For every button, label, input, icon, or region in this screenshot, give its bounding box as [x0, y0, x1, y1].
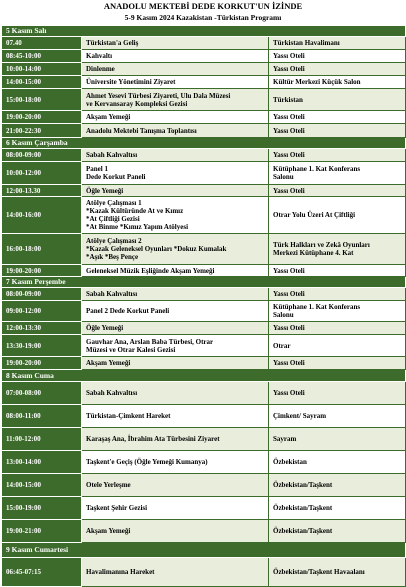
location-cell	[269, 50, 406, 63]
time-cell-text: 08:00-09:00	[6, 290, 41, 298]
day-header	[2, 370, 406, 382]
activity-cell	[82, 89, 269, 111]
location-cell-text: Sayram	[273, 435, 297, 443]
activity-cell-text: Taşkent'e Geçiş (Öğle Yemeği Kumanya)	[86, 458, 208, 466]
time-cell	[2, 335, 82, 357]
time-cell-text: 14:00-16:00	[6, 211, 41, 219]
location-cell-text: Özbekistan/Taşkent	[273, 527, 333, 535]
time-cell-text: 15:00-19:00	[6, 504, 41, 512]
activity-cell-text: Öğle Yemeği	[86, 186, 124, 195]
time-cell-text: 12:00-13:30	[6, 324, 41, 332]
activity-cell	[82, 50, 269, 63]
schedule-row	[2, 520, 406, 543]
activity-cell	[82, 124, 269, 138]
location-cell-text: Özbekistan/Taşkent Havaalanı	[273, 568, 365, 576]
time-cell-text: 10:00-12:00	[6, 169, 41, 177]
schedule-row	[2, 335, 406, 357]
location-cell	[269, 474, 406, 497]
schedule-row	[2, 89, 406, 111]
location-cell	[269, 265, 406, 277]
time-cell-text: 13:00-14:00	[6, 458, 41, 466]
day-header	[2, 138, 406, 149]
activity-cell-text: Türkistan'a Geliş	[86, 39, 139, 47]
time-cell-text: 14:00-15:00	[6, 78, 41, 86]
location-cell-text: Türk Halkları ve Zekâ Oyunları Merkezi Kütüphane 4. Kat	[273, 241, 370, 257]
schedule-row	[2, 162, 406, 185]
schedule-row	[2, 234, 406, 265]
location-cell-text: Yassı Oteli	[273, 113, 305, 121]
activity-cell-text: Taşkent Şehir Gezisi	[86, 504, 148, 512]
location-cell	[269, 197, 406, 234]
location-cell	[269, 497, 406, 520]
location-cell	[269, 89, 406, 111]
time-cell	[2, 234, 82, 265]
activity-cell-text: Panel 1 Dede Korkut Paneli	[86, 165, 146, 181]
location-cell-text: Yassı Oteli	[273, 324, 305, 332]
location-cell-text: Özbekistan/Taşkent	[273, 481, 333, 489]
location-cell	[269, 405, 406, 428]
location-cell	[269, 162, 406, 185]
activity-cell	[82, 405, 269, 428]
schedule-row	[2, 111, 406, 124]
time-cell	[2, 497, 82, 520]
time-cell	[2, 288, 82, 301]
schedule-row	[2, 322, 406, 335]
time-cell	[2, 558, 82, 587]
location-cell	[269, 37, 406, 50]
location-cell-text: Yassı Oteli	[273, 52, 305, 60]
schedule-row	[2, 382, 406, 405]
location-cell	[269, 558, 406, 587]
time-cell-text: 19:00-20:00	[6, 359, 41, 367]
time-cell-text: 19:00-20:00	[6, 266, 41, 275]
location-cell-text: Yassı Oteli	[273, 290, 305, 298]
schedule-row	[2, 265, 406, 277]
time-cell-text: 10:00-14:00	[6, 65, 41, 73]
location-cell-text: Otrar	[273, 341, 291, 350]
activity-cell-text: Atölye Çalışması 1 *Kazak Kültüründe At ve Kımız *At Çiftliği Gezisi *At Binme *Kımız Yapım Atölyesi	[86, 199, 189, 231]
time-cell-text: 21:00-22:30	[6, 126, 41, 135]
time-cell-text: 19:00-20:00	[6, 113, 41, 121]
activity-cell-text: Geleneksel Müzik Eşliğinde Akşam Yemeği	[86, 266, 215, 275]
day-header	[2, 277, 406, 288]
schedule-row	[2, 497, 406, 520]
location-cell	[269, 111, 406, 124]
activity-cell	[82, 197, 269, 234]
location-cell-text: Yassı Oteli	[273, 65, 305, 73]
activity-cell	[82, 111, 269, 124]
day-label: 7 Kasım Perşembe	[2, 277, 406, 288]
location-cell	[269, 428, 406, 451]
activity-cell	[82, 520, 269, 543]
schedule-row	[2, 301, 406, 322]
day-label: 6 Kasım Çarşamba	[2, 138, 406, 149]
schedule-row	[2, 451, 406, 474]
location-cell	[269, 288, 406, 301]
schedule-row	[2, 185, 406, 197]
time-cell	[2, 405, 82, 428]
location-cell-text: Yassı Oteli	[273, 359, 305, 367]
day-header	[2, 543, 406, 558]
activity-cell	[82, 149, 269, 162]
location-cell	[269, 322, 406, 335]
activity-cell	[82, 428, 269, 451]
time-cell	[2, 301, 82, 322]
document-title: ANADOLU MEKTEBİ DEDE KORKUT'UN İZİNDE	[103, 1, 303, 11]
schedule-row	[2, 558, 406, 587]
time-cell-text: 09:00-12:00	[6, 307, 41, 315]
location-cell-text: Kültür Merkezi Küçük Salon	[273, 78, 361, 86]
location-cell	[269, 357, 406, 370]
activity-cell-text: Öğle Yemeği	[86, 324, 124, 332]
schedule-row	[2, 149, 406, 162]
time-cell	[2, 185, 82, 197]
activity-cell	[82, 558, 269, 587]
activity-cell-text: Akşam Yemeği	[86, 359, 131, 367]
schedule-row	[2, 357, 406, 370]
time-cell	[2, 322, 82, 335]
time-cell-text: 08:00-09:00	[6, 151, 41, 159]
location-cell-text: Yassı Oteli	[273, 186, 305, 195]
schedule-row	[2, 288, 406, 301]
day-header	[2, 26, 406, 37]
activity-cell-text: Gauvhar Ana, Arslan Baba Türbesi, Otrar Müzesi ve Otrar Kalesi Gezisi	[86, 337, 214, 354]
time-cell-text: 07.40	[6, 39, 22, 47]
activity-cell-text: Ahmet Yesevi Türbesi Ziyareti, Ulu Dala Müzesi ve Kervansaray Kompleksi Gezisi	[86, 91, 231, 108]
location-cell-text: Kütüphane 1. Kat Konferans Salonu	[273, 165, 361, 181]
activity-cell-text: Türkistan-Çimkent Hareket	[86, 412, 171, 420]
time-cell	[2, 162, 82, 185]
schedule-table	[1, 25, 406, 587]
location-cell-text: Türkistan Havalimanı	[273, 39, 340, 47]
time-cell	[2, 50, 82, 63]
time-cell-text: 08:45-10:00	[6, 52, 41, 60]
time-cell-text: 14:00-15:00	[6, 481, 41, 489]
activity-cell	[82, 451, 269, 474]
time-cell	[2, 37, 82, 50]
activity-cell-text: Havalimanına Hareket	[86, 568, 155, 576]
location-cell	[269, 382, 406, 405]
time-cell	[2, 89, 82, 111]
activity-cell-text: Atölye Çalışması 2 *Kazak Geleneksel Oyunları *Dokuz Kumalak *Aşık *Beş Pençe	[86, 237, 227, 261]
activity-cell	[82, 162, 269, 185]
activity-cell-text: Karaşaş Ana, İbrahim Ata Türbesini Ziyaret	[86, 435, 220, 443]
time-cell-text: 13:30-19:00	[6, 341, 41, 350]
activity-cell-text: Sabah Kahvaltısı	[86, 290, 138, 298]
time-cell	[2, 474, 82, 497]
activity-cell-text: Akşam Yemeği	[86, 527, 131, 535]
schedule-row	[2, 405, 406, 428]
activity-cell-text: Otele Yerleşme	[86, 481, 131, 489]
activity-cell	[82, 37, 269, 50]
time-cell	[2, 111, 82, 124]
schedule-row	[2, 63, 406, 76]
time-cell-text: 19:00-21:00	[6, 527, 41, 535]
activity-cell-text: Sabah Kahvaltısı	[86, 151, 138, 159]
time-cell-text: 07:00-08:00	[6, 389, 41, 397]
activity-cell-text: Anadolu Mektebi Tanışma Toplantısı	[86, 126, 197, 135]
activity-cell-text: Dinlenme	[86, 65, 115, 73]
activity-cell	[82, 357, 269, 370]
schedule-row	[2, 37, 406, 50]
activity-cell	[82, 234, 269, 265]
activity-cell-text: Üniversite Yönetimini Ziyaret	[86, 78, 176, 86]
location-cell	[269, 76, 406, 89]
day-label: 5 Kasım Salı	[2, 26, 406, 37]
location-cell	[269, 63, 406, 76]
activity-cell-text: Akşam Yemeği	[86, 113, 131, 121]
schedule-row	[2, 428, 406, 451]
location-cell-text: Türkistan	[273, 95, 303, 104]
time-cell	[2, 265, 82, 277]
schedule-row	[2, 76, 406, 89]
activity-cell	[82, 474, 269, 497]
location-cell-text: Yassı Oteli	[273, 389, 305, 397]
time-cell	[2, 197, 82, 234]
schedule-row	[2, 124, 406, 138]
schedule-row	[2, 197, 406, 234]
document-subtitle: 5-9 Kasım 2024 Kazakistan -Türkistan Programı	[124, 13, 282, 22]
time-cell-text: 16:00-18:00	[6, 245, 41, 253]
location-cell	[269, 451, 406, 474]
schedule-body	[2, 26, 406, 587]
time-cell	[2, 520, 82, 543]
activity-cell-text: Panel 2 Dede Korkut Paneli	[86, 307, 170, 315]
activity-cell	[82, 288, 269, 301]
time-cell	[2, 451, 82, 474]
time-cell	[2, 357, 82, 370]
time-cell	[2, 124, 82, 138]
schedule-row	[2, 50, 406, 63]
location-cell	[269, 520, 406, 543]
schedule-row	[2, 474, 406, 497]
time-cell	[2, 76, 82, 89]
location-cell-text: Yassı Oteli	[273, 266, 305, 275]
time-cell-text: 15:00-18:00	[6, 95, 41, 104]
activity-cell	[82, 76, 269, 89]
time-cell	[2, 382, 82, 405]
location-cell	[269, 185, 406, 197]
day-label: 9 Kasım Cumartesi	[2, 543, 406, 558]
activity-cell	[82, 265, 269, 277]
activity-cell	[82, 335, 269, 357]
location-cell	[269, 234, 406, 265]
time-cell-text: 11:00-12:00	[6, 435, 41, 443]
time-cell	[2, 149, 82, 162]
activity-cell	[82, 301, 269, 322]
activity-cell	[82, 63, 269, 76]
location-cell	[269, 335, 406, 357]
time-cell-text: 08:00-11:00	[6, 412, 41, 420]
location-cell	[269, 301, 406, 322]
day-label: 8 Kasım Cuma	[2, 370, 406, 382]
time-cell	[2, 63, 82, 76]
location-cell	[269, 149, 406, 162]
activity-cell	[82, 497, 269, 520]
location-cell-text: Özbekistan/Taşkent	[273, 504, 333, 512]
location-cell-text: Özbekistan	[273, 458, 307, 466]
time-cell-text: 12:00-13.30	[6, 186, 41, 195]
activity-cell	[82, 185, 269, 197]
time-cell-text: 06:45-07:15	[6, 568, 41, 576]
location-cell-text: Kütüphane 1. Kat Konferans Salonu	[273, 303, 361, 319]
activity-cell-text: Sabah Kahvaltısı	[86, 389, 138, 397]
location-cell-text: Yassı Oteli	[273, 126, 305, 135]
location-cell-text: Otrar Yolu Üzeri At Çiftliği	[273, 211, 356, 219]
activity-cell	[82, 322, 269, 335]
activity-cell	[82, 382, 269, 405]
location-cell-text: Çimkent/ Sayram	[273, 412, 327, 420]
activity-cell-text: Kahvaltı	[86, 52, 113, 60]
time-cell	[2, 428, 82, 451]
location-cell-text: Yassı Oteli	[273, 151, 305, 159]
location-cell	[269, 124, 406, 138]
